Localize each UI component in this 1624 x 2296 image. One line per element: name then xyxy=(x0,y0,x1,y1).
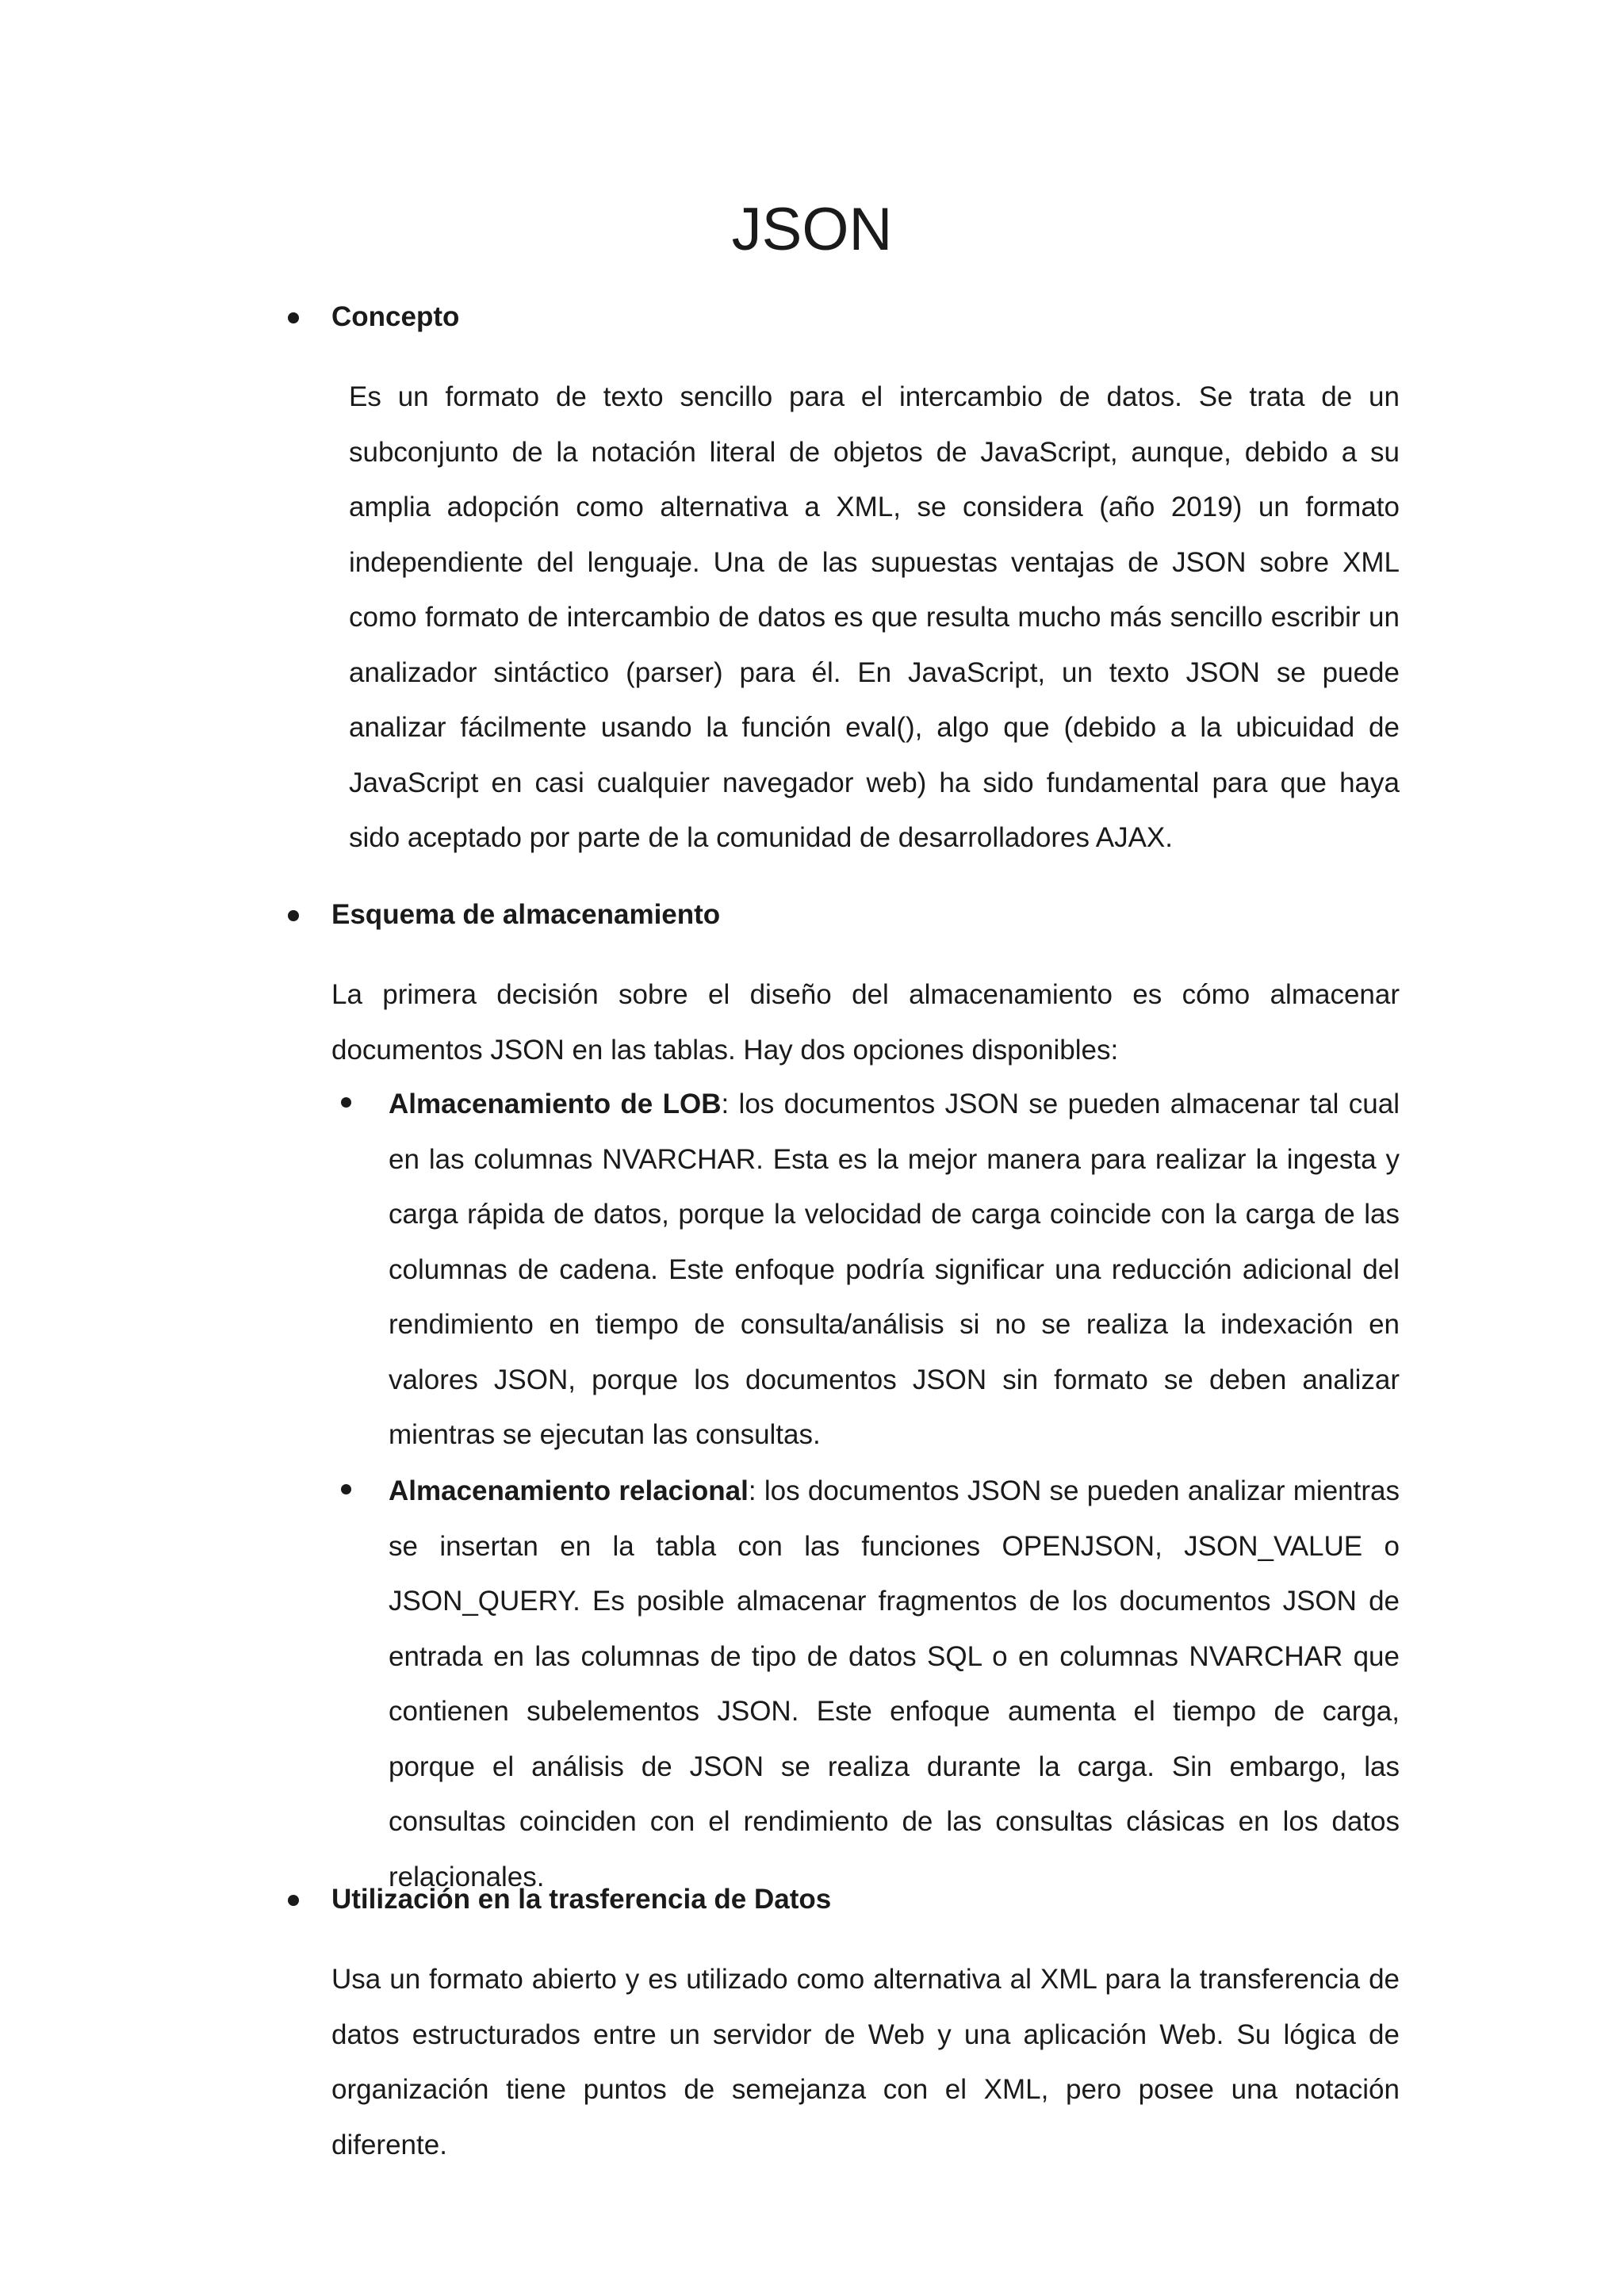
document-title: JSON xyxy=(731,196,893,263)
sub-bullet-icon xyxy=(341,1097,351,1108)
list-item-term: Almacenamiento relacional xyxy=(389,1475,749,1506)
bullet-icon xyxy=(288,910,299,921)
list-item-almacenamiento-relacional xyxy=(389,1464,1400,1904)
list-item-term: Almacenamiento de LOB xyxy=(389,1089,722,1119)
section-heading-concepto: Concepto xyxy=(331,301,460,332)
section-paragraph-concepto: Es un formato de texto sencillo para el intercambio de datos. Se trata de un subconjunto de la notación literal de objetos de JavaScript, aunque, debido a su amplia adopción como alternativa a XML, se considera (año 2019) un formato independiente del lenguaje. Una de las supuestas ventajas de JSON sobre XML como formato de intercambio de datos es que resulta mucho más sencillo escribir un analizador sintáctico (parser) para él. En JavaScript, un texto JSON se puede analizar fácilmente usando la función eval(), algo que (debido a la ubicuidad de JavaScript en casi cualquier navegador web) ha sido fundamental para que haya sido aceptado por parte de la comunidad de desarrolladores AJAX. xyxy=(349,381,1400,853)
section-heading-utilizacion: Utilización en la trasferencia de Datos xyxy=(331,1884,832,1915)
section-paragraph-esquema: La primera decisión sobre el diseño del almacenamiento es cómo almacenar documentos JSON en las tablas. Hay dos opciones disponibles: xyxy=(331,979,1400,1066)
list-item-text: : los documentos JSON se pueden almacenar tal cual en las columnas NVARCHAR. Esta es la mejor manera para realizar la ingesta y carga rápida de datos, porque la velocidad de carga coincide con la carga de las columnas de cadena. Este enfoque podría significar una reducción adicional del rendimiento en tiempo de consulta/análisis si no se realiza la indexación en valores JSON, porque los documentos JSON sin formato se deben analizar mientras se ejecutan las consultas. xyxy=(389,1089,1400,1450)
bullet-icon xyxy=(288,1895,299,1906)
bullet-icon xyxy=(288,312,299,323)
sub-bullet-icon xyxy=(341,1484,351,1494)
list-item-almacenamiento-lob xyxy=(389,1077,1400,1463)
section-heading-esquema: Esquema de almacenamiento xyxy=(331,899,721,930)
list-item-text: : los documentos JSON se pueden analizar mientras se insertan en la tabla con las funciones OPENJSON, JSON_VALUE o JSON_QUERY. Es posible almacenar fragmentos de los documentos JSON de entrada en las columnas de tipo de datos SQL o en columnas NVARCHAR que contienen subelementos JSON. Este enfoque aumenta el tiempo de carga, porque el análisis de JSON se realiza durante la carga. Sin embargo, las consultas coinciden con el rendimiento de las consultas clásicas en los datos relacionales. xyxy=(389,1475,1400,1892)
section-paragraph-utilizacion: Usa un formato abierto y es utilizado como alternativa al XML para la transferencia de datos estructurados entre un servidor de Web y una aplicación Web. Su lógica de organización tiene puntos de semejanza con el XML, pero posee una notación diferente. xyxy=(331,1964,1400,2160)
